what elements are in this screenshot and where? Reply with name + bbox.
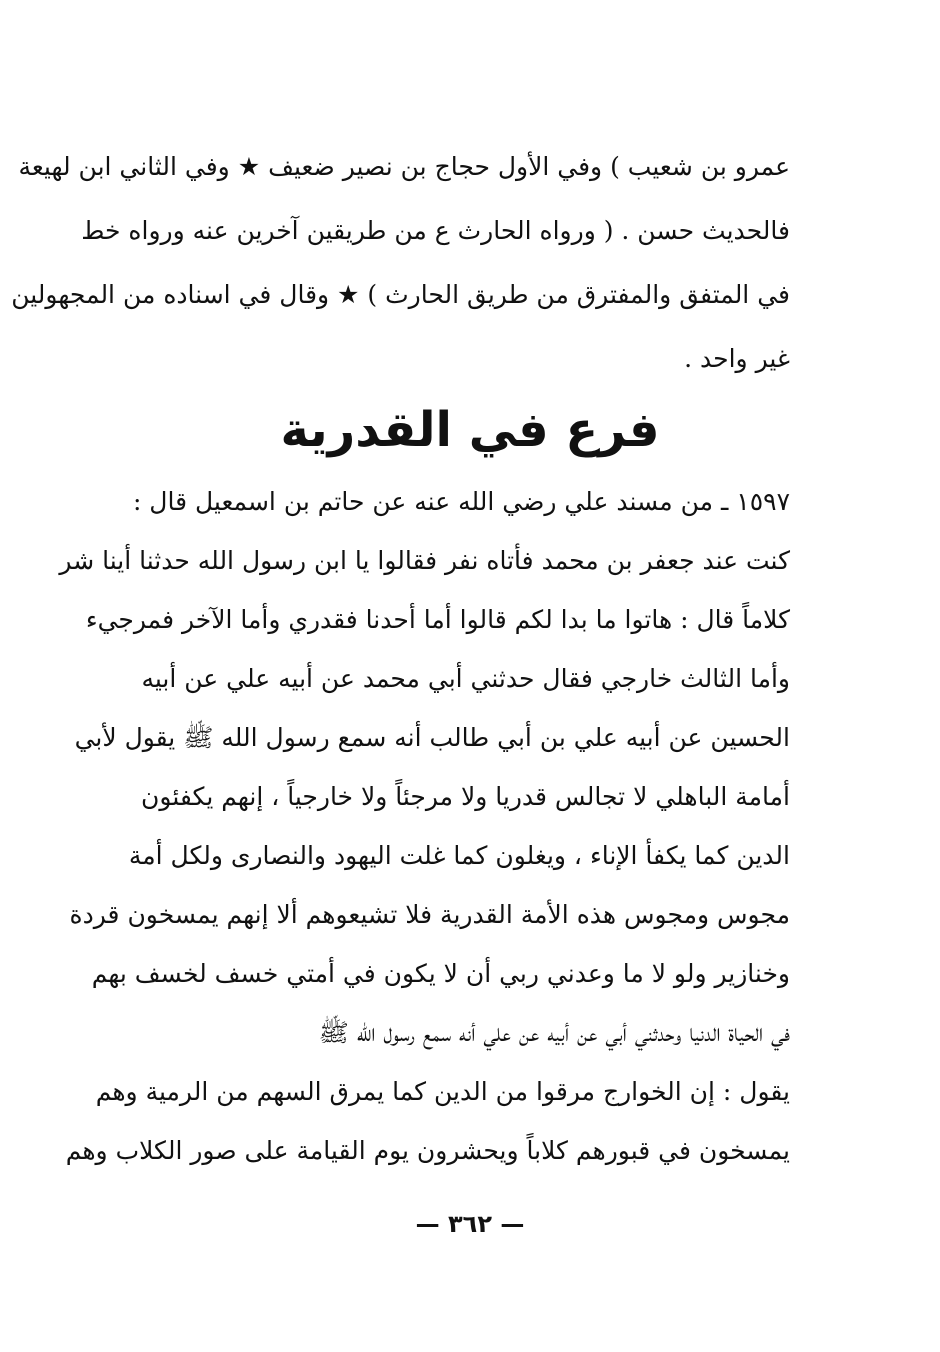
text-line: الدين كما يكفأ الإناء ، ويغلون كما غلت اليهود والنصارى ولكل أمة (128, 841, 790, 870)
text-line: وأما الثالث خارجي فقال حدثني أبي محمد عن أبيه علي عن أبيه (141, 664, 790, 693)
main-paragraph (59, 485, 790, 1205)
top-paragraph (11, 150, 790, 390)
section-heading: فرع في القدرية (280, 402, 660, 458)
text-line: عمرو بن شعيب ) وفي الأول حجاج بن نصير ضعيف ★ وفي الثاني ابن لهيعة (18, 152, 790, 181)
text-line: ١٥٩٧ ـ من مسند علي رضي الله عنه عن حاتم بن اسمعيل قال : (132, 487, 790, 516)
text-line: في الحياة الدنيا وحدثني أبي عن أبيه عن علي أنه سمع رسول الله ﷺ (318, 1018, 790, 1047)
text-line: كنت عند جعفر بن محمد فأتاه نفر فقالوا يا ابن رسول الله حدثنا أينا شر (59, 546, 790, 575)
text-line: وخنازير ولو لا ما وعدني ربي أن لا يكون في أمتي خسف لخسف بهم (91, 959, 790, 988)
text-line: يمسخون في قبورهم كلاباً ويحشرون يوم القيامة على صور الكلاب وهم (65, 1136, 790, 1165)
text-line: فالحديث حسن . ( ورواه الحارث ع من طريقين آخرين عنه ورواه خط (81, 216, 790, 245)
text-line: كلاماً قال : هاتوا ما بدا لكم قالوا أما أحدنا فقدري وأما الآخر فمرجيء (85, 605, 790, 634)
text-line: يقول : إن الخوارج مرقوا من الدين كما يمرق السهم من الرمية وهم (95, 1077, 790, 1106)
text-line: في المتفق والمفترق من طريق الحارث ) ★ وقال في اسناده من المجهولين (11, 280, 790, 309)
page-number: — ٣٦٢ — (415, 1210, 525, 1238)
text-line: الحسين عن أبيه علي بن أبي طالب أنه سمع رسول الله ﷺ يقول لأبي (74, 723, 790, 752)
text-line: مجوس ومجوس هذه الأمة القدرية فلا تشيعوهم ألا إنهم يمسخون قردة (69, 900, 790, 929)
text-line: أمامة الباهلي لا تجالس قدريا ولا مرجئاً ولا خارجياً ، إنهم يكفئون (141, 782, 790, 811)
text-line: غير واحد . (684, 344, 790, 373)
